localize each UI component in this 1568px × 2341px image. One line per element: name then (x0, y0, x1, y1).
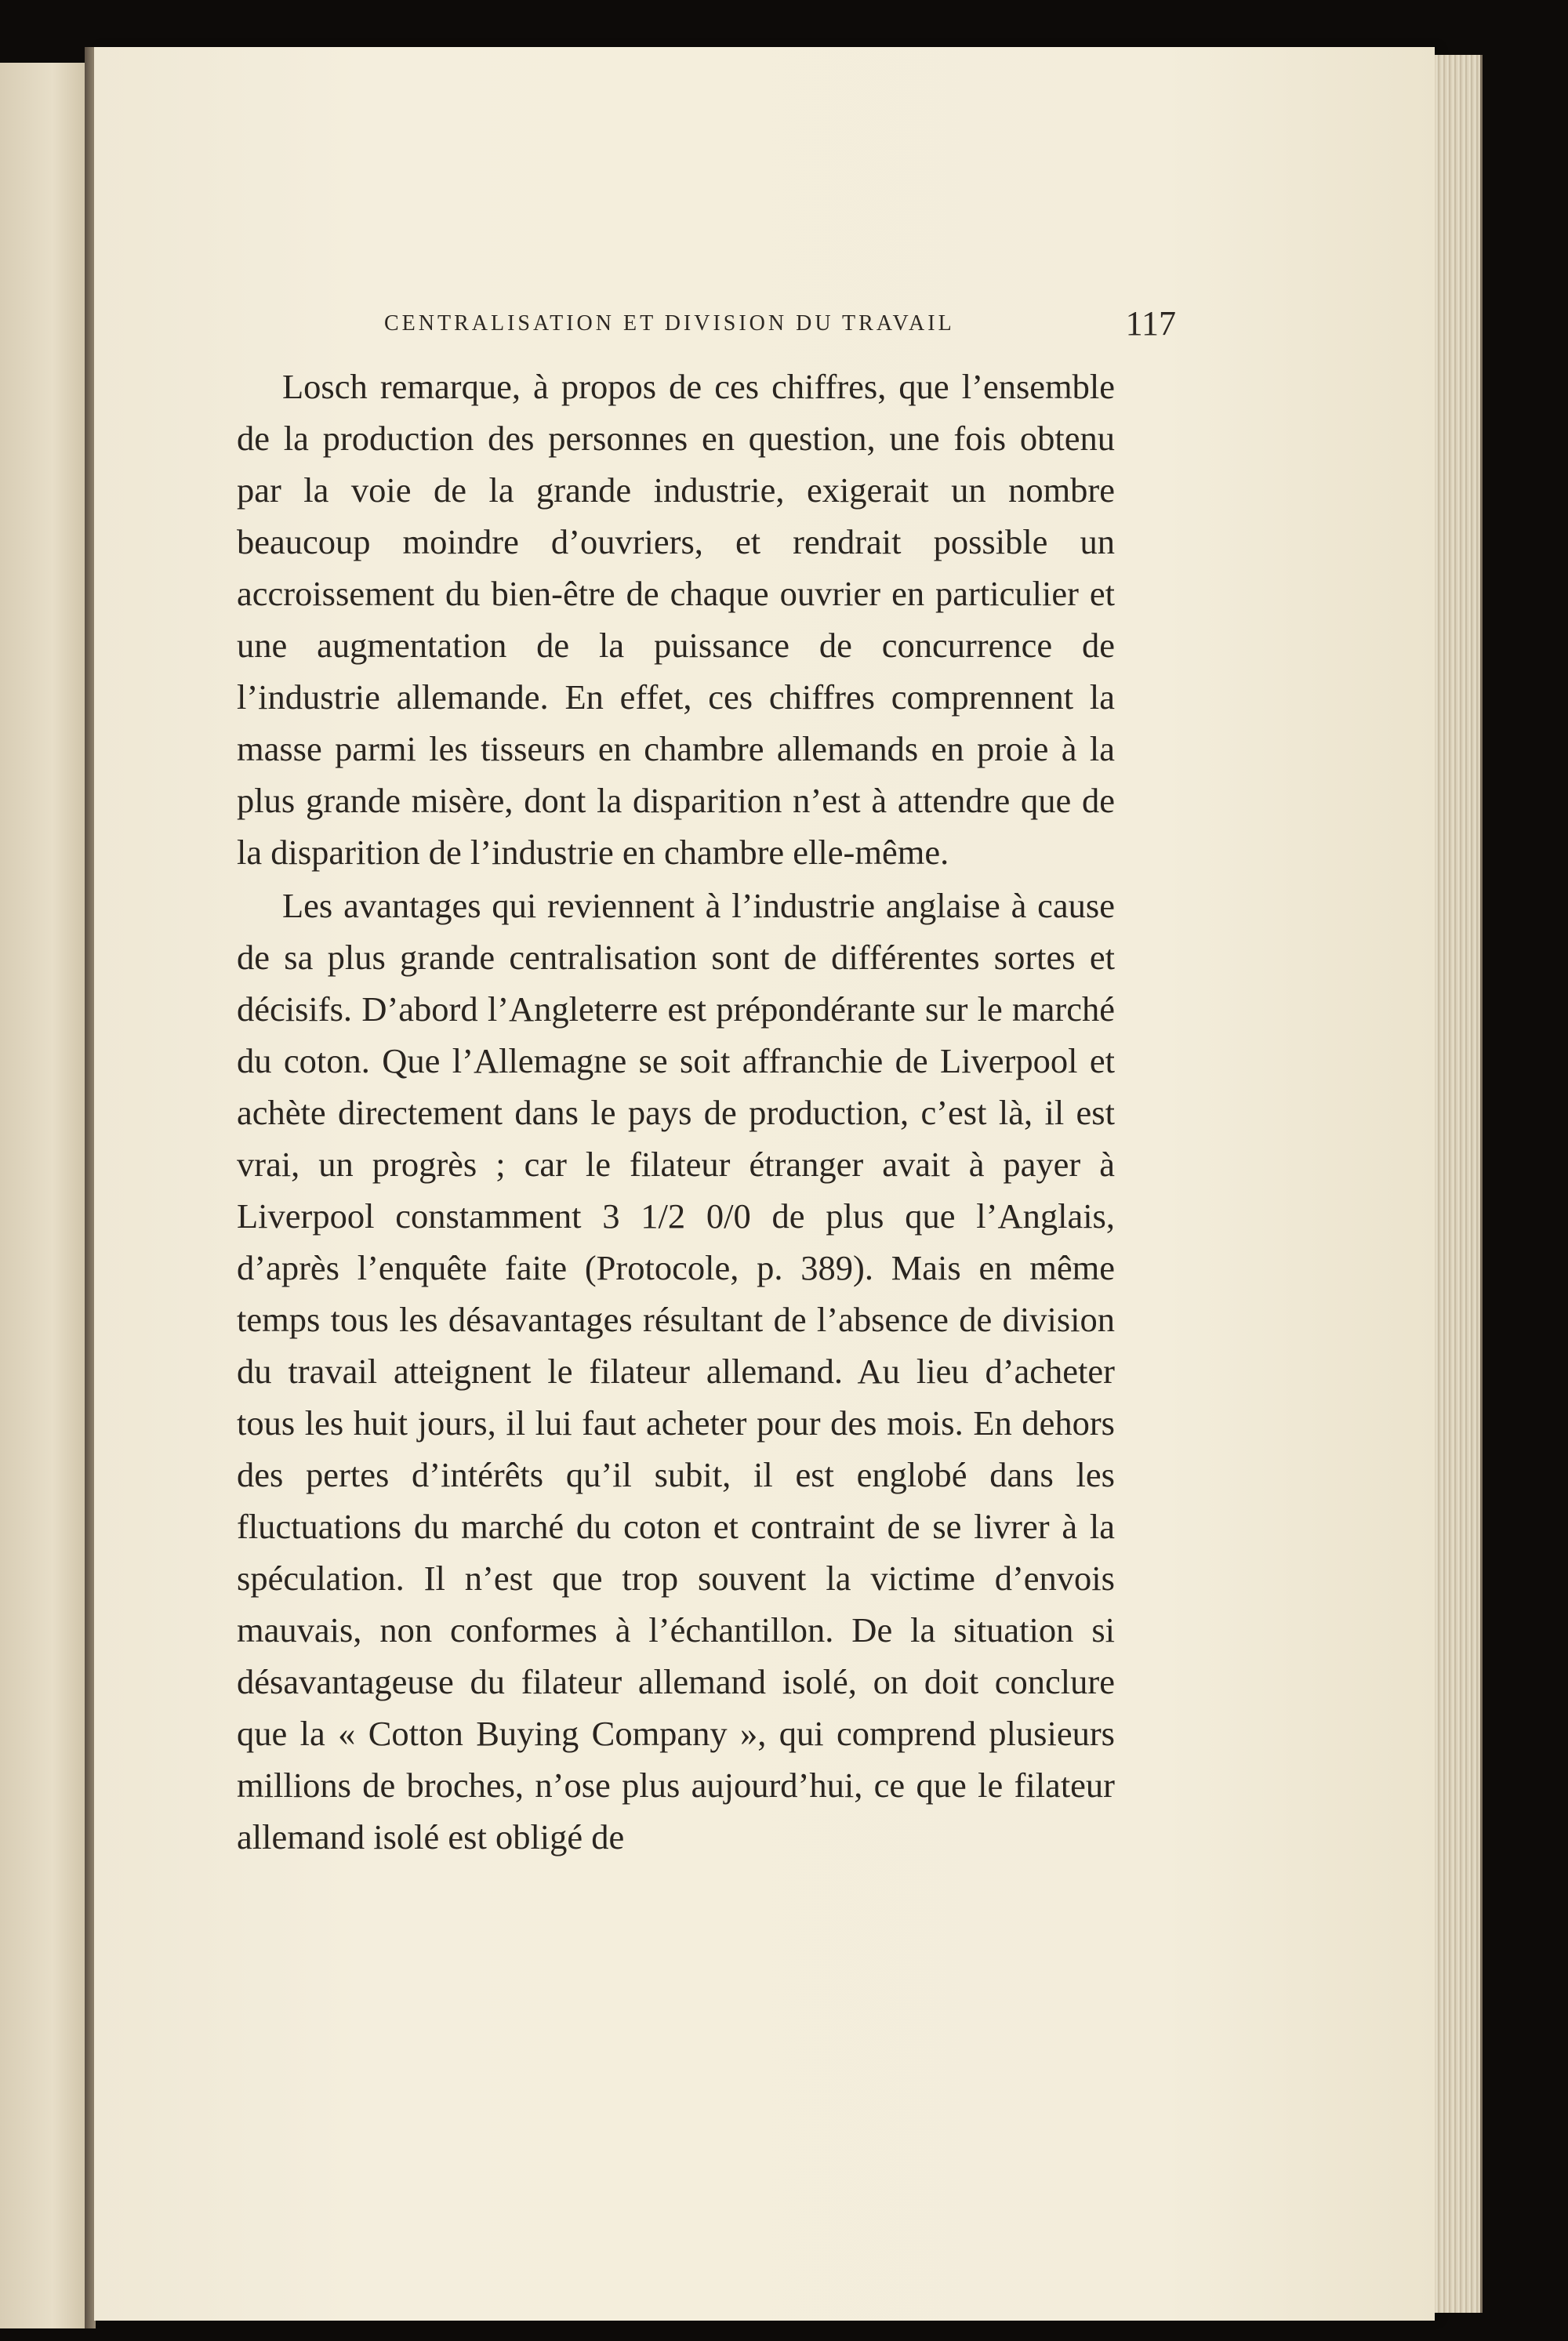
body-text (237, 361, 1115, 1863)
paragraph: Les avantages qui reviennent à l’industrie anglaise à cause de sa plus grande centralisation sont de différentes sortes et décisifs. D’abord l’Angleterre est prépondérante sur le marché du coton. Que l’Allemagne se soit affranchie de Liverpool et achète directement dans le pays de production, c’est là, il est vrai, un progrès ; car le filateur étranger avait à payer à Liverpool constamment 3 1/2 0/0 de plus que l’Anglais, d’après l’enquête faite (Protocole, p. 389). Mais en même temps tous les désavantages résultant de l’absence de division du travail atteignent le filateur allemand. Au lieu d’acheter tous les huit jours, il lui faut acheter pour des mois. En dehors des pertes d’intérêts qu’il subit, il est englobé dans les fluctuations du marché du coton et contraint de se livrer à la spéculation. Il n’est que trop souvent la victime d’envois mauvais, non conformes à l’échantillon. De la situation si désavantageuse du filateur allemand isolé, on doit conclure que la « Cotton Buying Company », qui comprend plusieurs millions de broches, n’ose plus aujourd’hui, ce que le filateur allemand isolé est obligé de (237, 886, 1115, 1856)
facing-page-edge (0, 63, 88, 2328)
page-stack-edges (1435, 55, 1483, 2313)
running-head: CENTRALISATION ET DIVISION DU TRAVAIL (384, 311, 955, 336)
page-number: 117 (1125, 304, 1176, 343)
paragraph: Losch remarque, à propos de ces chiffres, que l’ensemble de la production des personnes en question, une fois obtenu par la voie de la grande industrie, exigerait un nombre beaucoup moindre d’ouvriers, et rendrait possible un accroissement du bien-être de chaque ouvrier en particulier et une augmentation de la puissance de concurrence de l’industrie allemande. En effet, ces chiffres comprennent la masse parmi les tisseurs en chambre allemands en proie à la plus grande misère, dont la disparition n’est à attendre que de la disparition de l’industrie en chambre elle-même. (237, 367, 1115, 872)
